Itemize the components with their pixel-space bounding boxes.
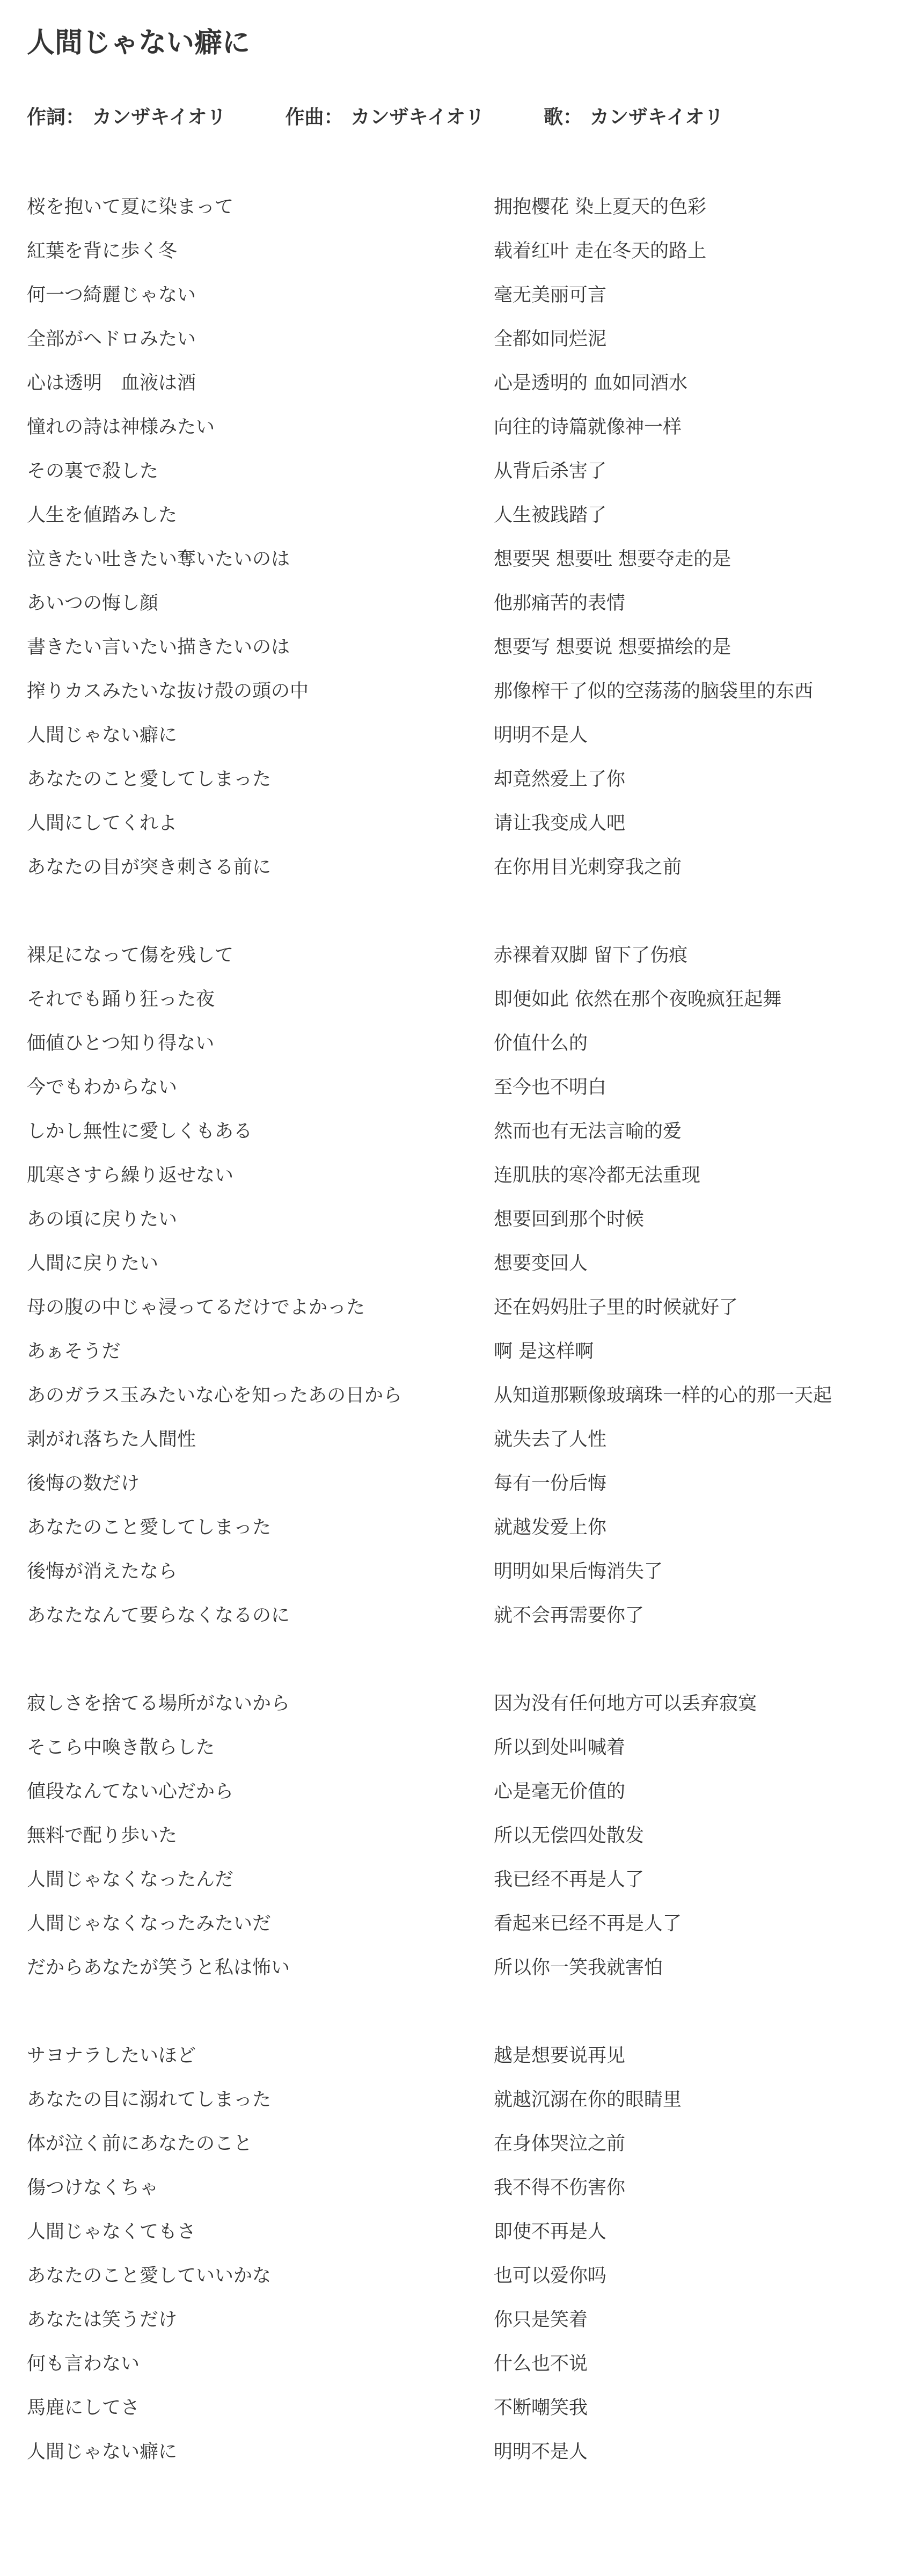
chinese-translation-line: 在你用目光刺穿我之前 [494,857,682,878]
japanese-lyric-line: あなたの目に溺れてしまった [27,2089,272,2111]
lyric-line-pair [27,2254,896,2298]
chinese-translation-line: 我不得不伤害你 [494,2177,626,2199]
chinese-translation-line: 心是毫无价值的 [494,1781,626,1803]
lyric-line-pair [27,1242,896,1286]
lyric-line-pair [27,1286,896,1330]
lyric-line-pair [27,625,896,669]
japanese-lyric-line: 後悔が消えたなら [27,1561,178,1582]
chinese-translation-line: 即使不再是人 [494,2221,607,2243]
japanese-lyric-line: 泣きたい吐きたい奪いたいのは [27,549,290,570]
chinese-translation-line: 想要变回人 [494,1253,588,1274]
credits-row [27,94,724,137]
lyric-line-pair [27,1506,896,1550]
japanese-lyric-line: 人生を値踏みした [27,505,178,526]
lyric-line-pair [27,757,896,801]
chinese-translation-line: 心是透明的 血如同酒水 [494,373,688,394]
japanese-lyric-line: あいつの悔し顔 [27,593,159,614]
japanese-lyric-line: 肌寒さすら繰り返せない [27,1165,234,1186]
lyricist-name: カンザキイオリ [92,106,226,128]
chinese-translation-line: 明明如果后悔消失了 [494,1561,663,1582]
lyric-line-pair [27,1682,896,1726]
chinese-translation-line: 所以你一笑我就害怕 [494,1957,663,1979]
japanese-lyric-line: それでも踊り狂った夜 [27,989,215,1010]
japanese-lyric-line: 人間じゃなくなったみたいだ [27,1913,272,1935]
composer-label: 作曲： [285,106,343,128]
lyric-line-pair [27,2386,896,2430]
lyric-line-pair [27,1198,896,1242]
lyric-line-pair [27,317,896,361]
lyric-line-pair [27,845,896,889]
chinese-translation-line: 赤裸着双脚 留下了伤痕 [494,945,688,966]
chinese-translation-line: 想要写 想要说 想要描绘的是 [494,637,731,658]
japanese-lyric-line: あぁそうだ [27,1341,121,1362]
japanese-lyric-line: 人間じゃなくなったんだ [27,1869,234,1891]
lyric-line-pair [27,801,896,845]
stanza [27,933,896,1638]
chinese-translation-line: 从背后杀害了 [494,461,607,482]
japanese-lyric-line: 全部がヘドロみたい [27,329,196,350]
lyric-line-pair [27,977,896,1021]
chinese-translation-line: 从知道那颗像玻璃珠一样的心的那一天起 [494,1385,832,1406]
japanese-lyric-line: あのガラス玉みたいな心を知ったあの日から [27,1385,402,1406]
lyric-line-pair [27,537,896,581]
chinese-translation-line: 明明不是人 [494,2441,588,2463]
lyric-line-pair [27,1154,896,1198]
japanese-lyric-line: 今でもわからない [27,1077,178,1098]
japanese-lyric-line: 人間じゃない癖に [27,2441,178,2463]
chinese-translation-line: 你只是笑着 [494,2309,588,2331]
chinese-translation-line: 人生被践踏了 [494,505,607,526]
lyric-line-pair [27,2298,896,2342]
japanese-lyric-line: 書きたい言いたい描きたいのは [27,637,290,658]
japanese-lyric-line: あなたのこと愛していいかな [27,2265,272,2287]
chinese-translation-line: 在身体哭泣之前 [494,2133,626,2155]
lyric-line-pair [27,1374,896,1418]
japanese-lyric-line: 傷つけなくちゃ [27,2177,159,2199]
japanese-lyric-line: 剥がれ落ちた人間性 [27,1429,196,1450]
japanese-lyric-line: 桜を抱いて夏に染まって [27,196,234,218]
chinese-translation-line: 就失去了人性 [494,1429,607,1450]
lyric-line-pair [27,2122,896,2166]
chinese-translation-line: 拥抱樱花 染上夏天的色彩 [494,196,707,218]
chinese-translation-line: 连肌肤的寒冷都无法重现 [494,1165,701,1186]
chinese-translation-line: 毫无美丽可言 [494,284,607,306]
lyric-line-pair [27,2430,896,2474]
lyric-line-pair [27,1770,896,1814]
japanese-lyric-line: 憧れの詩は神様みたい [27,417,215,438]
japanese-lyric-line: あなたなんて要らなくなるのに [27,1605,290,1626]
lyric-line-pair [27,449,896,493]
lyric-line-pair [27,1550,896,1594]
chinese-translation-line: 就越沉溺在你的眼睛里 [494,2089,682,2111]
chinese-translation-line: 价值什么的 [494,1033,588,1054]
lyric-line-pair [27,2166,896,2210]
lyric-line-pair [27,185,896,229]
chinese-translation-line: 全都如同烂泥 [494,329,607,350]
singer-name: カンザキイオリ [590,106,724,128]
japanese-lyric-line: あの頃に戻りたい [27,1209,178,1230]
chinese-translation-line: 想要哭 想要吐 想要夺走的是 [494,549,731,570]
japanese-lyric-line: 寂しさを捨てる場所がないから [27,1693,290,1714]
lyric-line-pair [27,1021,896,1066]
japanese-lyric-line: 裸足になって傷を残して [27,945,234,966]
chinese-translation-line: 看起来已经不再是人了 [494,1913,682,1935]
chinese-translation-line: 每有一份后悔 [494,1473,607,1494]
lyric-line-pair [27,1902,896,1946]
chinese-translation-line: 向往的诗篇就像神一样 [494,417,682,438]
lyric-line-pair [27,669,896,713]
stanza [27,2034,896,2474]
lyric-line-pair [27,1814,896,1858]
lyric-line-pair [27,1594,896,1638]
lyric-line-pair [27,581,896,625]
chinese-translation-line: 就越发爱上你 [494,1517,607,1538]
japanese-lyric-line: 馬鹿にしてさ [27,2397,140,2419]
singer-credit [544,102,724,129]
chinese-translation-line: 越是想要说再见 [494,2045,626,2067]
japanese-lyric-line: そこら中喚き散らした [27,1737,215,1758]
composer-credit [286,102,485,129]
japanese-lyric-line: あなたは笑うだけ [27,2309,178,2331]
chinese-translation-line: 也可以爱你吗 [494,2265,607,2287]
japanese-lyric-line: 人間に戻りたい [27,1253,159,1274]
japanese-lyric-line: しかし無性に愛しくもある [27,1121,253,1142]
lyric-line-pair [27,1110,896,1154]
chinese-translation-line: 想要回到那个时候 [494,1209,645,1230]
lyric-line-pair [27,2034,896,2078]
lyric-line-pair [27,933,896,977]
chinese-translation-line: 载着红叶 走在冬天的路上 [494,240,707,262]
lyric-line-pair [27,493,896,537]
lyric-line-pair [27,2078,896,2122]
lyric-line-pair [27,405,896,449]
japanese-lyric-line: 人間じゃなくてもさ [27,2221,196,2243]
chinese-translation-line: 他那痛苦的表情 [494,593,626,614]
japanese-lyric-line: 搾りカスみたいな抜け殻の頭の中 [27,681,309,702]
japanese-lyric-line: 何一つ綺麗じゃない [27,284,196,306]
japanese-lyric-line: その裏で殺した [27,461,159,482]
japanese-lyric-line: 心は透明 血液は酒 [27,373,196,394]
japanese-lyric-line: 何も言わない [27,2353,140,2375]
japanese-lyric-line: あなたのこと愛してしまった [27,769,272,790]
chinese-translation-line: 还在妈妈肚子里的时候就好了 [494,1297,738,1318]
lyric-line-pair [27,1858,896,1902]
lyricist-label: 作詞： [27,106,85,128]
japanese-lyric-line: 人間じゃない癖に [27,725,178,746]
japanese-lyric-line: 価値ひとつ知り得ない [27,1033,215,1054]
chinese-translation-line: 就不会再需要你了 [494,1605,645,1626]
lyric-line-pair [27,1418,896,1462]
song-title: 人間じゃない癖に [27,27,251,59]
lyric-line-pair [27,1946,896,1990]
chinese-translation-line: 我已经不再是人了 [494,1869,645,1891]
lyric-line-pair [27,2342,896,2386]
lyric-line-pair [27,713,896,757]
japanese-lyric-line: あなたの目が突き刺さる前に [27,857,272,878]
japanese-lyric-line: サヨナラしたいほど [27,2045,196,2067]
chinese-translation-line: 却竟然爱上了你 [494,769,626,790]
lyric-line-pair [27,273,896,317]
chinese-translation-line: 啊 是这样啊 [494,1341,594,1362]
japanese-lyric-line: 無料で配り歩いた [27,1825,178,1847]
lyricist-credit [27,102,226,129]
stanza [27,1682,896,1990]
lyric-line-pair [27,1462,896,1506]
singer-label: 歌： [544,106,583,128]
chinese-translation-line: 请让我变成人吧 [494,813,626,834]
chinese-translation-line: 所以无偿四处散发 [494,1825,645,1847]
composer-name: カンザキイオリ [350,106,485,128]
chinese-translation-line: 至今也不明白 [494,1077,607,1098]
japanese-lyric-line: 後悔の数だけ [27,1473,140,1494]
chinese-translation-line: 那像榨干了似的空荡荡的脑袋里的东西 [494,681,814,702]
japanese-lyric-line: 体が泣く前にあなたのこと [27,2133,253,2155]
chinese-translation-line: 所以到处叫喊着 [494,1737,626,1758]
lyric-line-pair [27,1330,896,1374]
japanese-lyric-line: 母の腹の中じゃ浸ってるだけでよかった [27,1297,365,1318]
lyric-line-pair [27,1066,896,1110]
lyrics-body [27,185,896,2518]
chinese-translation-line: 因为没有任何地方可以丢弃寂寞 [494,1693,757,1714]
chinese-translation-line: 然而也有无法言喻的爱 [494,1121,682,1142]
lyric-line-pair [27,1726,896,1770]
japanese-lyric-line: 値段なんてない心だから [27,1781,234,1803]
stanza [27,185,896,889]
japanese-lyric-line: 人間にしてくれよ [27,813,178,834]
chinese-translation-line: 明明不是人 [494,725,588,746]
chinese-translation-line: 即便如此 依然在那个夜晚疯狂起舞 [494,989,782,1010]
lyric-line-pair [27,2210,896,2254]
japanese-lyric-line: あなたのこと愛してしまった [27,1517,272,1538]
chinese-translation-line: 不断嘲笑我 [494,2397,588,2419]
lyric-line-pair [27,229,896,273]
japanese-lyric-line: 紅葉を背に歩く冬 [27,240,178,262]
japanese-lyric-line: だからあなたが笑うと私は怖い [27,1957,290,1979]
chinese-translation-line: 什么也不说 [494,2353,588,2375]
lyric-line-pair [27,361,896,405]
